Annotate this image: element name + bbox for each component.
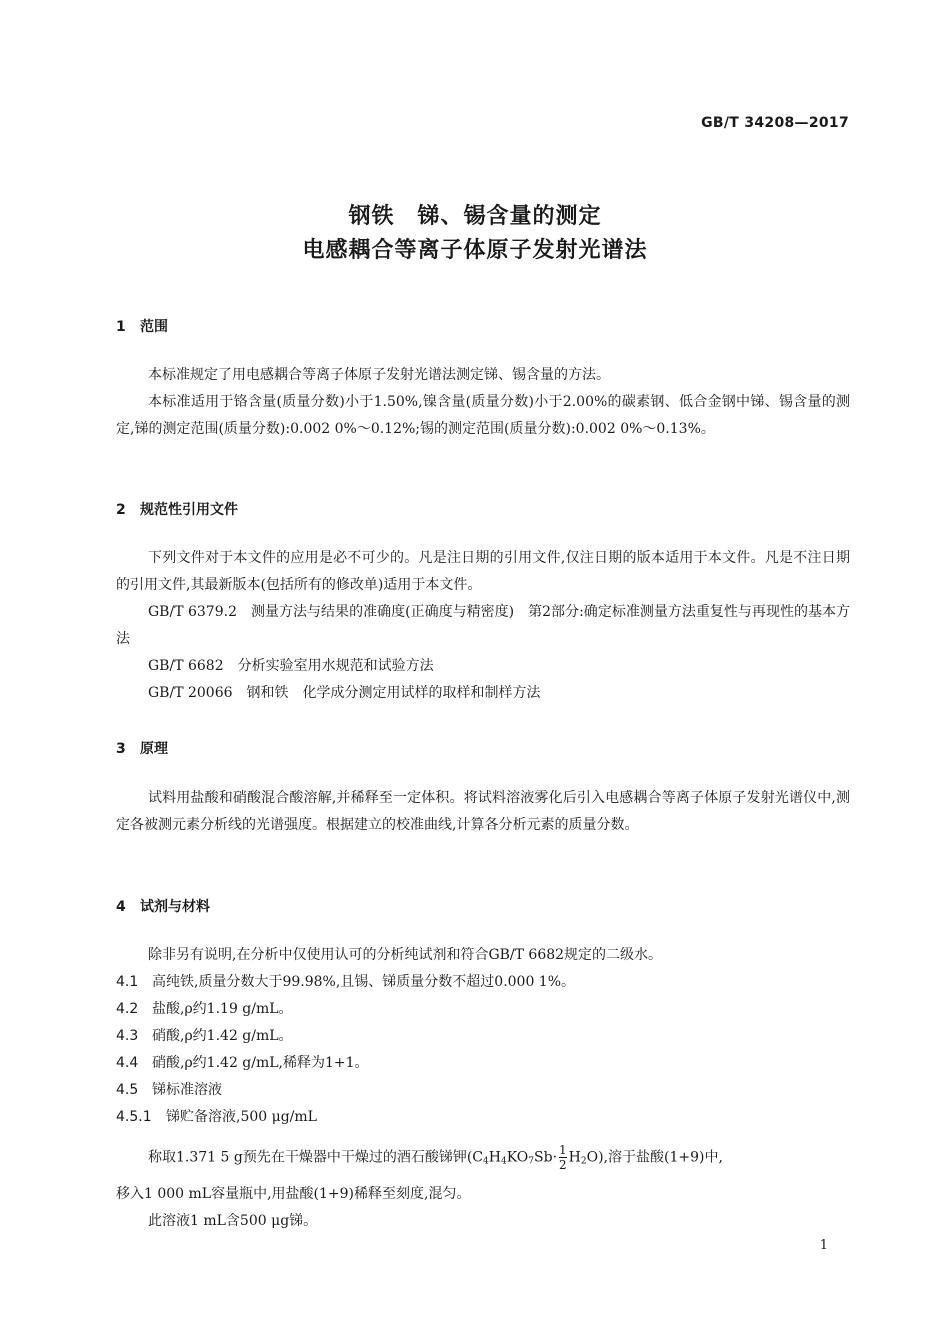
weighing-text: 称取1.371 5 g预先在干燥器中干燥过的酒石酸锑钾(C — [148, 1149, 484, 1166]
list-item-text: 盐酸,ρ约1.19 g/mL。 — [152, 1001, 293, 1017]
section-heading-scope — [116, 316, 168, 336]
list-item-number: 4.3 — [116, 1028, 139, 1044]
subscript: 2 — [580, 1156, 587, 1167]
paragraph: 下列文件对于本文件的应用是必不可少的。凡是注日期的引用文件,仅注日期的版本适用于本文件。凡是不注日期的引用文件,其最新版本(包括所有的修改单)适用于本文件。 — [116, 550, 850, 593]
list-item-text: 高纯铁,质量分数大于99.98%,且锡、锑质量分数不超过0.000 1%。 — [152, 974, 576, 990]
formula-part: KO — [506, 1149, 529, 1166]
list-item — [116, 1077, 222, 1104]
list-item — [116, 1104, 317, 1131]
formula-part: O),溶于盐酸(1+9)中, — [586, 1149, 723, 1166]
section-title: 范围 — [140, 319, 168, 335]
section-number: 1 — [116, 319, 126, 335]
weighing-instruction — [148, 1143, 723, 1176]
list-item — [116, 969, 575, 996]
reference-item: GB/T 6379.2 测量方法与结果的准确度(正确度与精密度) 第2部分:确定标准测量方法重复性与再现性的基本方法 — [116, 604, 850, 647]
paragraph: 本标准规定了用电感耦合等离子体原子发射光谱法测定锑、锡含量的方法。 — [148, 367, 610, 383]
list-item-number: 4.5.1 — [116, 1109, 152, 1125]
list-item-text: 硝酸,ρ约1.42 g/mL。 — [152, 1028, 293, 1044]
document-title-line1: 钢铁 锑、锡含量的测定 — [348, 204, 602, 229]
fraction-denominator: 2 — [559, 1158, 567, 1172]
list-item-text: 硝酸,ρ约1.42 g/mL,稀释为1+1。 — [152, 1055, 369, 1071]
formula-part: H — [488, 1149, 501, 1166]
formula-part: H — [568, 1149, 581, 1166]
list-item — [116, 996, 293, 1023]
fraction — [559, 1143, 567, 1172]
subscript: 7 — [528, 1156, 535, 1167]
list-item-number: 4.2 — [116, 1001, 139, 1017]
section-number: 3 — [116, 741, 126, 757]
subscript: 4 — [483, 1156, 489, 1167]
section-title: 原理 — [140, 741, 168, 757]
section-title: 规范性引用文件 — [140, 502, 238, 518]
list-item-number: 4.4 — [116, 1055, 139, 1071]
standard-number: GB/T 34208—2017 — [701, 115, 849, 131]
document-title-line2: 电感耦合等离子体原子发射光谱法 — [302, 238, 648, 263]
subscript: 4 — [500, 1156, 507, 1167]
section-heading-principle — [116, 738, 168, 758]
list-item — [116, 1023, 293, 1050]
section-number: 2 — [116, 502, 126, 518]
section-title: 试剂与材料 — [140, 899, 210, 915]
list-item-number: 4.1 — [116, 974, 139, 990]
paragraph: 除非另有说明,在分析中仅使用认可的分析纯试剂和符合GB/T 6682规定的二级水。 — [148, 947, 663, 963]
paragraph: 试料用盐酸和硝酸混合酸溶解,并稀释至一定体积。将试料溶液雾化后引入电感耦合等离子体原子发射光谱仪中,测定各被测元素分析线的光谱强度。根据建立的校准曲线,计算各分析元素的质量分数。 — [116, 790, 850, 833]
reference-item: GB/T 20066 钢和铁 化学成分测定用试样的取样和制样方法 — [148, 685, 541, 701]
page-number: 1 — [819, 1238, 828, 1253]
paragraph: 移入1 000 mL容量瓶中,用盐酸(1+9)稀释至刻度,混匀。 — [116, 1186, 471, 1202]
list-item-number: 4.5 — [116, 1082, 139, 1098]
section-number: 4 — [116, 899, 126, 915]
section-heading-normative-references — [116, 499, 238, 519]
paragraph: 此溶液1 mL含500 μg锑。 — [148, 1213, 318, 1229]
section-heading-reagents — [116, 896, 210, 916]
reference-item: GB/T 6682 分析实验室用水规范和试验方法 — [148, 658, 434, 674]
formula-part: Sb· — [534, 1149, 558, 1166]
list-item — [116, 1050, 369, 1077]
fraction-numerator: 1 — [559, 1143, 567, 1157]
paragraph: 本标准适用于铬含量(质量分数)小于1.50%,镍含量(质量分数)小于2.00%的碳素钢、低合金钢中锑、锡含量的测定,锑的测定范围(质量分数):0.002 0%～0.12%;锡的测定范围(质量分数):0.002 0%～0.13%。 — [116, 394, 850, 437]
list-item-text: 锑贮备溶液,500 μg/mL — [166, 1109, 317, 1125]
list-item-text: 锑标准溶液 — [152, 1082, 222, 1098]
